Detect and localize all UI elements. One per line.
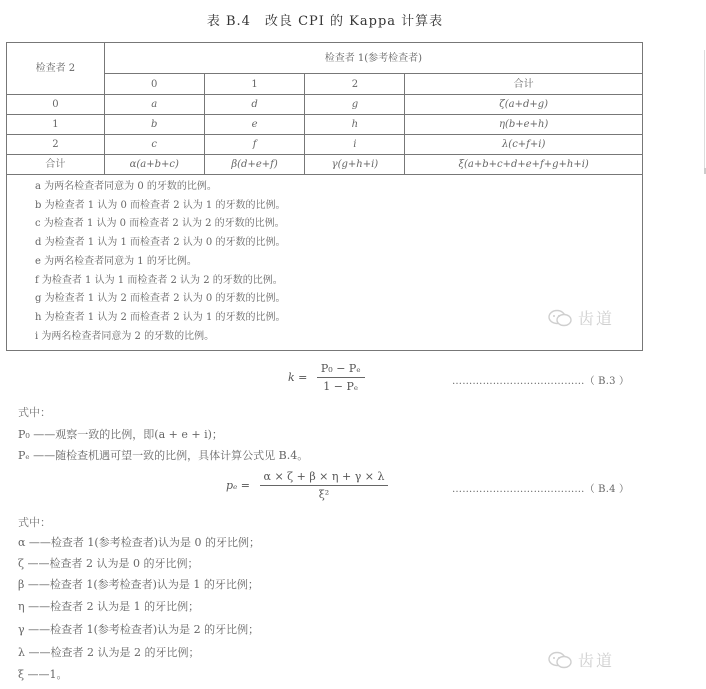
watermark-text: 齿道 bbox=[578, 309, 615, 328]
definition-line: β ——检查者 1(参考检查者)认为是 1 的牙比例； bbox=[18, 578, 259, 591]
table-row bbox=[7, 95, 643, 115]
note-line: d 为检查者 1 认为 1 而检查者 2 认为 0 的牙数的比例。 bbox=[35, 237, 286, 249]
fraction bbox=[260, 470, 389, 501]
watermark bbox=[548, 648, 614, 671]
column-header: 0 bbox=[104, 74, 204, 95]
table-cell: g bbox=[305, 95, 405, 115]
formula-lhs: pₑ = bbox=[226, 479, 251, 492]
note-line: a 为两名检查者同意为 0 的牙数的比例。 bbox=[35, 181, 217, 192]
table-cell: i bbox=[305, 135, 405, 155]
table-cell: e bbox=[204, 115, 305, 135]
fraction-numerator: P₀ − Pₑ bbox=[317, 362, 365, 378]
column-group-header: 检查者 1(参考检查者) bbox=[104, 43, 642, 74]
note-line: e 为两名检查者同意为 1 的牙比例。 bbox=[35, 255, 197, 267]
watermark bbox=[548, 306, 614, 329]
equation-number-b3: …………………………………（ B.3 ） bbox=[452, 376, 630, 387]
row-label: 0 bbox=[7, 95, 105, 115]
note-line: i 为两名检查者同意为 2 的牙数的比例。 bbox=[35, 330, 215, 342]
table-row bbox=[7, 135, 643, 155]
note-line: h 为检查者 1 认为 2 而检查者 2 认为 1 的牙数的比例。 bbox=[35, 311, 286, 323]
definition-line: γ ——检查者 1(参考检查者)认为是 2 的牙比例； bbox=[18, 623, 260, 636]
column-header: 1 bbox=[204, 74, 305, 95]
fraction-denominator: ξ² bbox=[318, 488, 330, 501]
definition-line: P₀ ——观察一致的比例，即(a + e + i)； bbox=[18, 428, 223, 441]
chat-bubble-icon bbox=[548, 309, 572, 327]
table-cell: a bbox=[104, 95, 204, 115]
definition-line: ζ ——检查者 2 认为是 0 的牙比例； bbox=[18, 557, 199, 570]
row-label: 1 bbox=[7, 115, 105, 135]
fraction-numerator: α × ζ + β × η + γ × λ bbox=[260, 470, 389, 486]
column-header: 合计 bbox=[405, 74, 643, 95]
note-line: b 为检查者 1 认为 0 而检查者 2 认为 1 的牙数的比例。 bbox=[35, 199, 286, 211]
formula-lhs: k = bbox=[288, 371, 308, 384]
row-header-cell: 检查者 2 bbox=[7, 43, 105, 95]
table-cell: γ(g+h+i) bbox=[305, 155, 405, 175]
table-cell: b bbox=[104, 115, 204, 135]
note-line: g 为检查者 1 认为 2 而检查者 2 认为 0 的牙数的比例。 bbox=[35, 293, 286, 305]
fraction bbox=[317, 362, 365, 393]
table-cell: λ(c+f+i) bbox=[405, 135, 643, 155]
table-title: 表 B.4 改良 CPI 的 Kappa 计算表 bbox=[206, 14, 444, 29]
table-row bbox=[7, 115, 643, 135]
formula-b3 bbox=[288, 362, 365, 393]
where-label: 式中： bbox=[18, 516, 51, 529]
kappa-table bbox=[6, 42, 643, 351]
table-cell: α(a+b+c) bbox=[104, 155, 204, 175]
note-line: f 为检查者 1 认为 1 而检查者 2 认为 2 的牙数的比例。 bbox=[35, 274, 283, 286]
fraction-denominator: 1 − Pₑ bbox=[323, 380, 359, 393]
chat-bubble-icon bbox=[548, 651, 572, 669]
table-row-total bbox=[7, 155, 643, 175]
table-cell: ξ(a+b+c+d+e+f+g+h+i) bbox=[405, 155, 643, 175]
page-edge-line bbox=[704, 50, 705, 170]
definition-line: λ ——检查者 2 认为是 2 的牙比例； bbox=[18, 646, 200, 659]
watermark-text: 齿道 bbox=[578, 651, 615, 670]
definition-line: η ——检查者 2 认为是 1 的牙比例； bbox=[18, 600, 200, 613]
table-cell: c bbox=[104, 135, 204, 155]
row-label: 2 bbox=[7, 135, 105, 155]
table-cell: f bbox=[204, 135, 305, 155]
table-cell: η(b+e+h) bbox=[405, 115, 643, 135]
note-line: c 为检查者 1 认为 0 而检查者 2 认为 2 的牙数的比例。 bbox=[35, 218, 285, 230]
where-label: 式中： bbox=[18, 406, 51, 419]
table-cell: h bbox=[305, 115, 405, 135]
column-header: 2 bbox=[305, 74, 405, 95]
definition-line: α ——检查者 1(参考检查者)认为是 0 的牙比例； bbox=[18, 536, 260, 549]
definition-line: ξ ——1。 bbox=[18, 668, 68, 681]
formula-b4 bbox=[226, 470, 388, 501]
row-label: 合计 bbox=[7, 155, 105, 175]
definition-line: Pₑ ——随检查机遇可望一致的比例，具体计算公式见 B.4。 bbox=[18, 449, 309, 462]
table-cell: β(d+e+f) bbox=[204, 155, 305, 175]
table-cell: d bbox=[204, 95, 305, 115]
equation-number-b4: …………………………………（ B.4 ） bbox=[452, 484, 630, 495]
table-cell: ζ(a+d+g) bbox=[405, 95, 643, 115]
